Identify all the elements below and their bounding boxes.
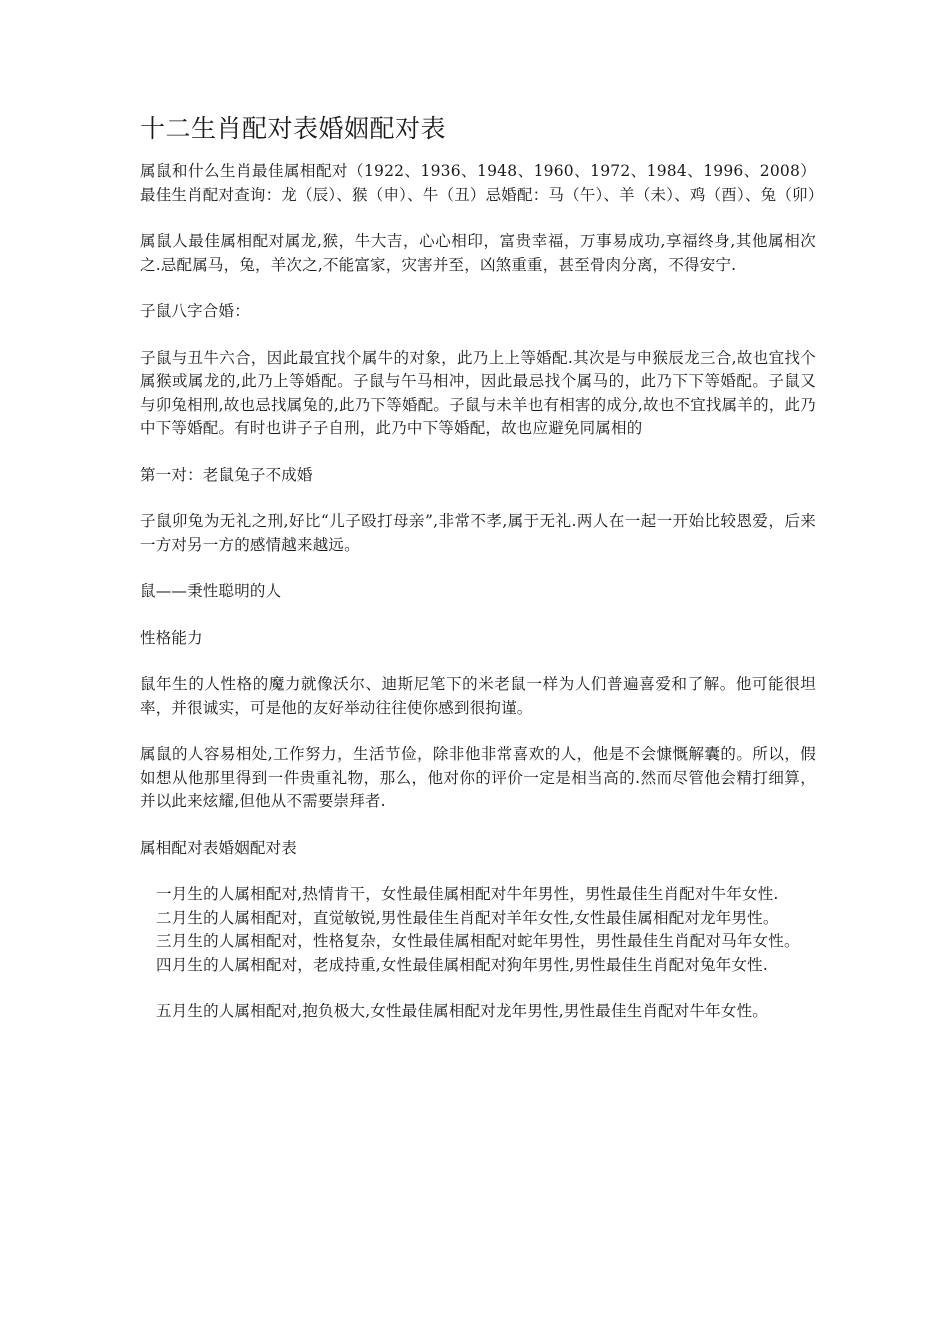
- month-item-4: 四月生的人属相配对，老成持重,女性最佳属相配对狗年男性,男性最佳生肖配对兔年女性.: [156, 955, 768, 974]
- month-item-2: 二月生的人属相配对，直觉敏锐,男性最佳生肖配对羊年女性,女性最佳属相配对龙年男性。: [156, 908, 779, 927]
- month-item-1: 一月生的人属相配对,热情肯干，女性最佳属相配对牛年男性，男性最佳生肖配对牛年女性.: [156, 885, 779, 903]
- section-heading-table: 属相配对表婚姻配对表: [140, 838, 298, 857]
- section-heading-first-pair: 第一对：老鼠兔子不成婚: [140, 465, 313, 484]
- paragraph-intro: 属鼠和什么生肖最佳属相配对（1922、1936、1948、1960、1972、1984、1996、2008）最佳生肖配对查询：龙（辰）、猴（申）、牛（丑）忌婚配：马（午）、羊（未）、鸡（酉）、兔（卯）: [140, 162, 824, 204]
- paragraph-personality-2: 属鼠的人容易相处,工作努力，生活节俭，除非他非常喜欢的人，他是不会慷慨解囊的。所以，假如想从他那里得到一件贵重礼物，那么，他对你的评价一定是相当高的.然而尽管他会精打细算，并以此来炫耀,但他从不需要崇拜者.: [140, 745, 816, 810]
- paragraph-personality-1: 鼠年生的人性格的魔力就像沃尔、迪斯尼笔下的米老鼠一样为人们普遍喜爱和了解。他可能很坦率，并很诚实，可是他的友好举动往往使你感到很拘谨。: [140, 675, 816, 717]
- month-item-5: 五月生的人属相配对,抱负极大,女性最佳属相配对龙年男性,男性最佳生肖配对牛年女性。: [156, 1002, 768, 1020]
- document-title: 十二生肖配对表婚姻配对表: [140, 114, 447, 143]
- paragraph-best-match: 属鼠人最佳属相配对属龙,猴，牛大吉，心心相印，富贵幸福，万事易成功,享福终身,其他属相次之.忌配属马，兔，羊次之,不能富家，灾害并至，凶煞重重，甚至骨肉分离，不得安宁.: [140, 232, 816, 274]
- section-heading-personality: 性格能力: [140, 628, 203, 647]
- document-page: [140, 112, 824, 1024]
- section-heading-rat: 鼠——秉性聪明的人: [140, 582, 282, 600]
- section-heading-bazi: 子鼠八字合婚：: [140, 302, 250, 320]
- paragraph-first-pair: 子鼠卯兔为无礼之刑,好比“儿子殴打母亲”,非常不孝,属于无礼.两人在一起一开始比较恩爱，后来一方对另一方的感情越来越远。: [140, 512, 816, 554]
- month-item-3: 三月生的人属相配对，性格复杂，女性最佳属相配对蛇年男性，男性最佳生肖配对马年女性。: [156, 932, 800, 950]
- paragraph-bazi: 子鼠与丑牛六合，因此最宜找个属牛的对象，此乃上上等婚配.其次是与申猴辰龙三合,故也宜找个属猴或属龙的,此乃上等婚配。子鼠与午马相冲，因此最忌找个属马的，此乃下下等婚配。子鼠又与卯兔相刑,故也忌找属兔的,此乃下等婚配。子鼠与未羊也有相害的成分,故也不宜找属羊的，此乃中下等婚配。有时也讲子子自刑，此乃中下等婚配，故也应避免同属相的: [140, 348, 816, 437]
